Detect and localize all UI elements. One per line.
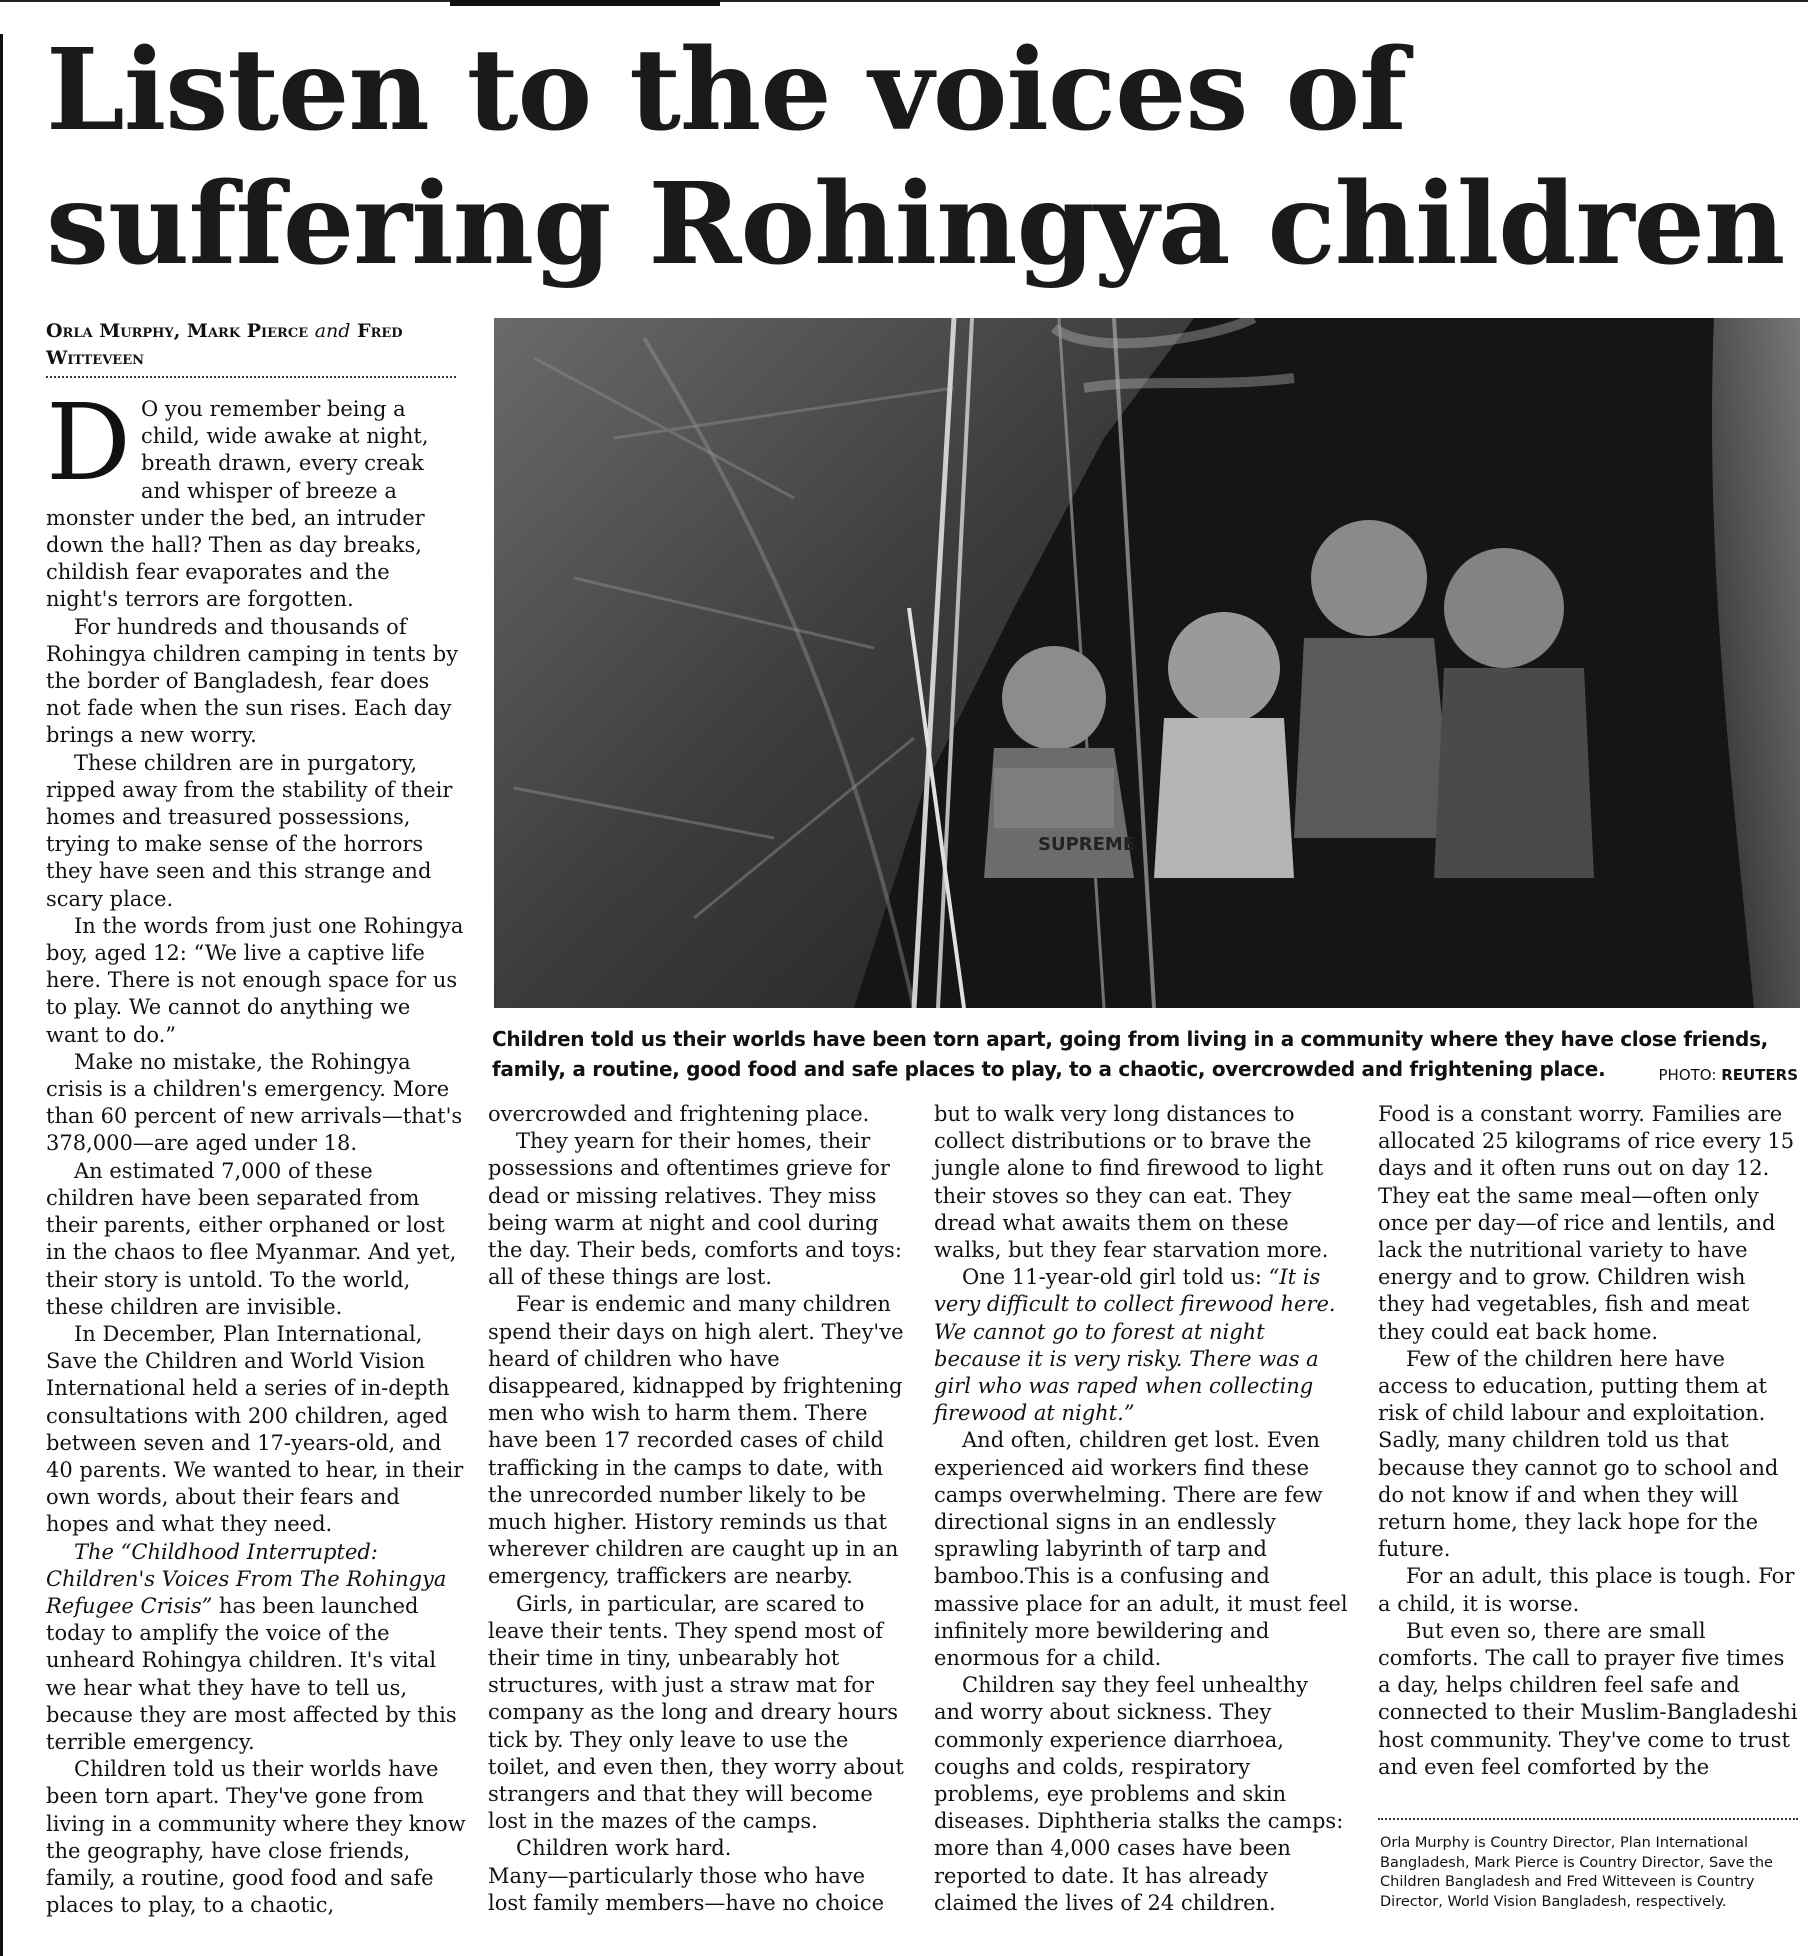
paragraph-5: Make no mistake, the Rohingya crisis is a children's emergency. More than 60 percent of new arrivals—that's 378,000—are aged under 18.: [46, 1049, 463, 1156]
paragraph-1-text: O you remember being a child, wide awake at night, breath drawn, every creak and whisper of breeze a monster under the bed, an intruder down the hall? Then as day breaks, childish fear evaporates and the night's terrors are forgotten.: [46, 397, 429, 612]
author-bio: Orla Murphy is Country Director, Plan International Bangladesh, Mark Pierce is Country Director, Save the Children Bangladesh and Fred Witteveen is Country Director, World Vision Bangladesh, respectively.: [1380, 1835, 1773, 1910]
paragraph-9-cont: overcrowded and frightening place.: [488, 1102, 870, 1126]
paragraph-13b: Many—particularly those who have lost family members—have no choice: [488, 1863, 885, 1915]
paragraph-6: An estimated 7,000 of these children have been separated from their parents, either orphaned or lost in the chaos to flee Myanmar. And yet, their story is untold. To the world, these children are invisible.: [46, 1158, 457, 1319]
photo-credit: [1620, 1066, 1798, 1084]
byline: [46, 318, 456, 372]
paragraph-2: For hundreds and thousands of Rohingya children camping in tents by the border of Bangladesh, fear does not fade when the sun rises. Each day brings a new worry.: [46, 614, 459, 748]
paragraph-14: [934, 1264, 1354, 1427]
paragraph-10: They yearn for their homes, their possessions and oftentimes grieve for dead or missing relatives. They miss being warm at night and cool during the day. Their beds, comforts and toys: all of these things are lost.: [488, 1129, 902, 1290]
shirt-text: SUPREME: [1038, 834, 1136, 855]
paragraph-19: For an adult, this place is tough. For a child, it is worse.: [1378, 1564, 1795, 1616]
end-rule: [1378, 1818, 1798, 1820]
article-column-1: [46, 381, 466, 1919]
paragraph-17-cont: Food is a constant worry. Families are allocated 25 kilograms of rice every 15 days and it often runs out on day 12. They eat the same meal—often only once per day—of rice and lentils, and lack the nutritional variety to have energy and to grow. Children wish they had vegetables, fish and meat they could eat back home.: [1378, 1102, 1795, 1344]
girl-quote: “It is very difficult to collect firewood here. We cannot go to forest at night because it is very risky. There was a girl who was raped when collecting firewood at night.”: [934, 1265, 1336, 1426]
paragraph-8: [46, 1539, 466, 1757]
paragraph-20: But even so, there are small comforts. The call to prayer five times a day, helps children feel safe and connected to their Muslim-Bangladeshi host community. They've come to trust and even feel comforted by the: [1378, 1618, 1798, 1779]
article-column-3: [934, 1101, 1354, 1917]
paragraph-8-text: has been launched today to amplify the voice of the unheard Rohingya children. It's vital we hear what they have to tell us, because they are most affected by this terrible emergency.: [46, 1593, 457, 1754]
child-figure-2: [1154, 612, 1294, 878]
paragraph-15: And often, children get lost. Even experienced aid workers find these camps overwhelming. There are few directional signs in an endlessly sprawling labyrinth of tarp and bamboo.This is a confusing and massive place for an adult, it must feel infinitely more bewildering and enormous for a child.: [934, 1428, 1348, 1671]
article-column-2: [488, 1101, 906, 1917]
photo-credit-source: REUTERS: [1721, 1066, 1798, 1084]
paragraph-16: Children say they feel unhealthy and worry about sickness. They commonly experience diarrhoea, coughs and colds, respiratory problems, eye problems and skin diseases. Diphtheria stalks the camps: more than 4,000 cases have been reported to date. It has already claimed the lives of 24 children.: [934, 1673, 1344, 1915]
left-rule: [0, 34, 3, 1956]
headline: Listen to the voices of suffering Rohingya children: [46, 25, 1785, 290]
byline-rule: [46, 376, 456, 378]
paragraph-12: Girls, in particular, are scared to leave their tents. They spend most of their time in tiny, unbearably hot structures, with just a straw mat for company as the long and dreary hours tick by. They only leave to use the toilet, and even then, they worry about strangers and that they will become lost in the mazes of the camps.: [488, 1591, 904, 1834]
paragraph-13a: Children work hard.: [516, 1836, 732, 1861]
byline-and: and: [314, 320, 351, 342]
section-tag-bar: [450, 0, 720, 6]
paragraph-11: Fear is endemic and many children spend their days on high alert. They've heard of children who have disappeared, kidnapped by frightening men who wish to harm them. There have been 17 recorded cases of child trafficking in the camps to date, with the unrecorded number likely to be much higher. History reminds us that wherever children are caught up in an emergency, traffickers are nearby.: [488, 1292, 904, 1589]
paragraph-1: [46, 381, 466, 614]
paragraph-7: In December, Plan International, Save the Children and World Vision International held a series of in-depth consultations with 200 children, aged between seven and 17-years-old, and 40 parents. We wanted to hear, in their own words, about their fears and hopes and what they need.: [46, 1321, 464, 1537]
paragraph-3: These children are in purgatory, ripped away from the stability of their homes and treasured possessions, trying to make sense of the horrors they have seen and this strange and scary place.: [46, 750, 453, 911]
paragraph-4: In the words from just one Rohingya boy, aged 12: “We live a captive life here. There is not enough space for us to play. We cannot do anything we want to do.”: [46, 913, 464, 1047]
paragraph-9: Children told us their worlds have been torn apart. They've gone from living in a community where they know the geography, have close friends, family, a routine, good food and safe places to play, to a chaotic,: [46, 1757, 466, 1918]
article-photo: [494, 318, 1800, 1008]
drop-cap: D: [46, 381, 131, 504]
byline-authors-first: Orla Murphy, Mark Pierce: [46, 320, 309, 342]
photo-credit-label: PHOTO:: [1658, 1066, 1717, 1084]
report-title: The “Childhood Interrupted: Children's Voices From The Rohingya Refugee Crisis”: [46, 1539, 447, 1618]
paragraph-13b-cont: but to walk very long distances to collect distributions or to brave the jungle alone to find firewood to light their stoves so they can eat. They dread what awaits them on these walks, but they fear starvation more.: [934, 1102, 1329, 1263]
paragraph-14-intro: One 11-year-old girl told us:: [962, 1265, 1269, 1290]
photo-caption: Children told us their worlds have been torn apart, going from living in a community where they have close friends, family, a routine, good food and safe places to play, to a chaotic, overcrowded and frightening place.: [492, 1027, 1768, 1081]
photo-illustration: [494, 318, 1800, 1008]
article-column-4: [1378, 1101, 1798, 1781]
top-rule: [0, 0, 1808, 4]
byline-authors-last: Fred Witteveen: [46, 320, 403, 369]
paragraph-18: Few of the children here have access to education, putting them at risk of child labour and exploitation. Sadly, many children told us that because they cannot go to school and do not know if and when they will return home, they lack hope for the future.: [1378, 1346, 1779, 1562]
